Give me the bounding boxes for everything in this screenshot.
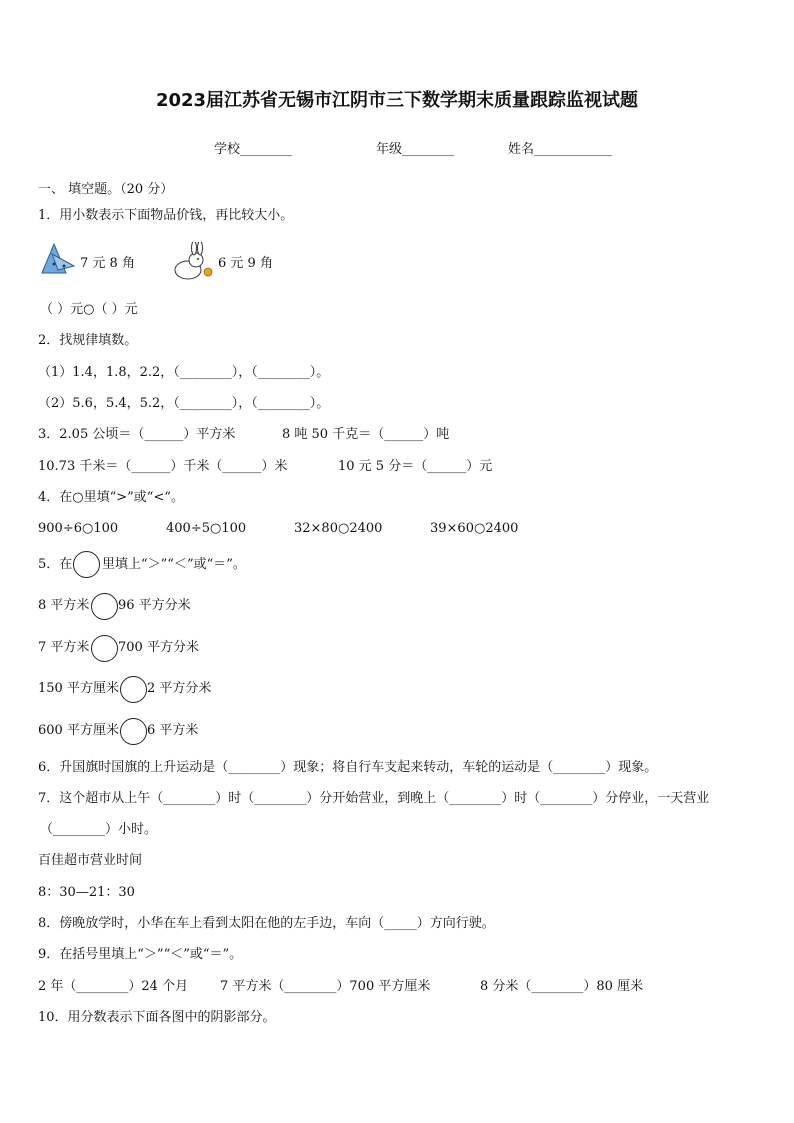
school-field: 学校________ bbox=[214, 142, 293, 157]
compare-item: 8 分米（________）80 厘米 bbox=[480, 979, 644, 994]
answer-circle bbox=[120, 718, 147, 745]
price-a: 7 元 8 角 bbox=[80, 256, 135, 271]
compare-item: 2 年（________）24 个月 bbox=[38, 979, 189, 994]
answer-line: （ ）元○（ ）元 bbox=[40, 302, 138, 317]
sequence-1: （1）1.4，1.8，2.2，（________），（________）。 bbox=[38, 365, 330, 380]
section-heading: 一、 填空题。（20 分） bbox=[38, 182, 174, 197]
answer-circle bbox=[73, 551, 100, 578]
question-2: 2．找规律填数。 bbox=[38, 333, 138, 348]
question-3-d: 10 元 5 分＝（______）元 bbox=[338, 459, 493, 474]
question-7: 7．这个超市从上午（________）时（________）分开始营业，到晚上（________）时（________）分停业，一天营业 bbox=[38, 791, 710, 806]
answer-circle bbox=[91, 635, 118, 662]
price-b: 6 元 9 角 bbox=[218, 256, 273, 271]
compare-item: 39×60○2400 bbox=[430, 521, 519, 536]
row-left: 600 平方厘米 bbox=[38, 723, 119, 738]
row-right: 700 平方分米 bbox=[118, 640, 199, 655]
question-6: 6．升国旗时国旗的上升运动是（________）现象；将自行车支起来转动，车轮的运动是（________）现象。 bbox=[38, 760, 658, 775]
question-1: 1．用小数表示下面物品价钱，再比较大小。 bbox=[38, 208, 294, 223]
question-3-b: 8 吨 50 千克＝（______）吨 bbox=[282, 427, 450, 442]
answer-circle bbox=[91, 593, 118, 620]
question-7-cont: （________）小时。 bbox=[40, 822, 158, 837]
compare-item: 400÷5○100 bbox=[166, 521, 247, 536]
sequence-2: （2）5.6，5.4，5.2，（________），（________）。 bbox=[38, 396, 330, 411]
question-3-a: 3．2.05 公顷＝（______）平方米 bbox=[38, 427, 236, 442]
compare-item: 7 平方米（________）700 平方厘米 bbox=[220, 979, 431, 994]
rabbit-toy-icon bbox=[170, 242, 214, 282]
question-3-c: 10.73 千米＝（______）千米（______）米 bbox=[38, 459, 288, 474]
page-title: 2023届江苏省无锡市江阴市三下数学期末质量跟踪监视试题 bbox=[155, 90, 639, 111]
question-5-suffix: 里填上“＞”“＜”或“＝”。 bbox=[102, 557, 246, 572]
row-right: 96 平方分米 bbox=[118, 598, 191, 613]
grade-field: 年级________ bbox=[376, 142, 455, 157]
row-left: 7 平方米 bbox=[38, 640, 90, 655]
question-5-prefix: 5．在 bbox=[38, 557, 73, 572]
compare-item: 900÷6○100 bbox=[38, 521, 119, 536]
row-right: 6 平方米 bbox=[147, 723, 199, 738]
answer-circle bbox=[120, 676, 147, 703]
row-left: 8 平方米 bbox=[38, 598, 90, 613]
compare-item: 32×80○2400 bbox=[294, 521, 383, 536]
question-9: 9．在括号里填上“＞”“＜”或“＝”。 bbox=[38, 947, 243, 962]
row-left: 150 平方厘米 bbox=[38, 681, 119, 696]
sign-time: 8：30—21：30 bbox=[38, 885, 135, 900]
question-4: 4．在○里填“>”或“<”。 bbox=[38, 490, 184, 505]
question-10: 10．用分数表示下面各图中的阴影部分。 bbox=[38, 1010, 276, 1025]
triangle-ruler-icon bbox=[40, 240, 76, 276]
question-8: 8．傍晚放学时，小华在车上看到太阳在他的左手边，车向（_____）方向行驶。 bbox=[38, 916, 495, 931]
row-right: 2 平方分米 bbox=[147, 681, 212, 696]
name-field: 姓名____________ bbox=[508, 142, 613, 157]
sign-title: 百佳超市营业时间 bbox=[38, 853, 143, 868]
